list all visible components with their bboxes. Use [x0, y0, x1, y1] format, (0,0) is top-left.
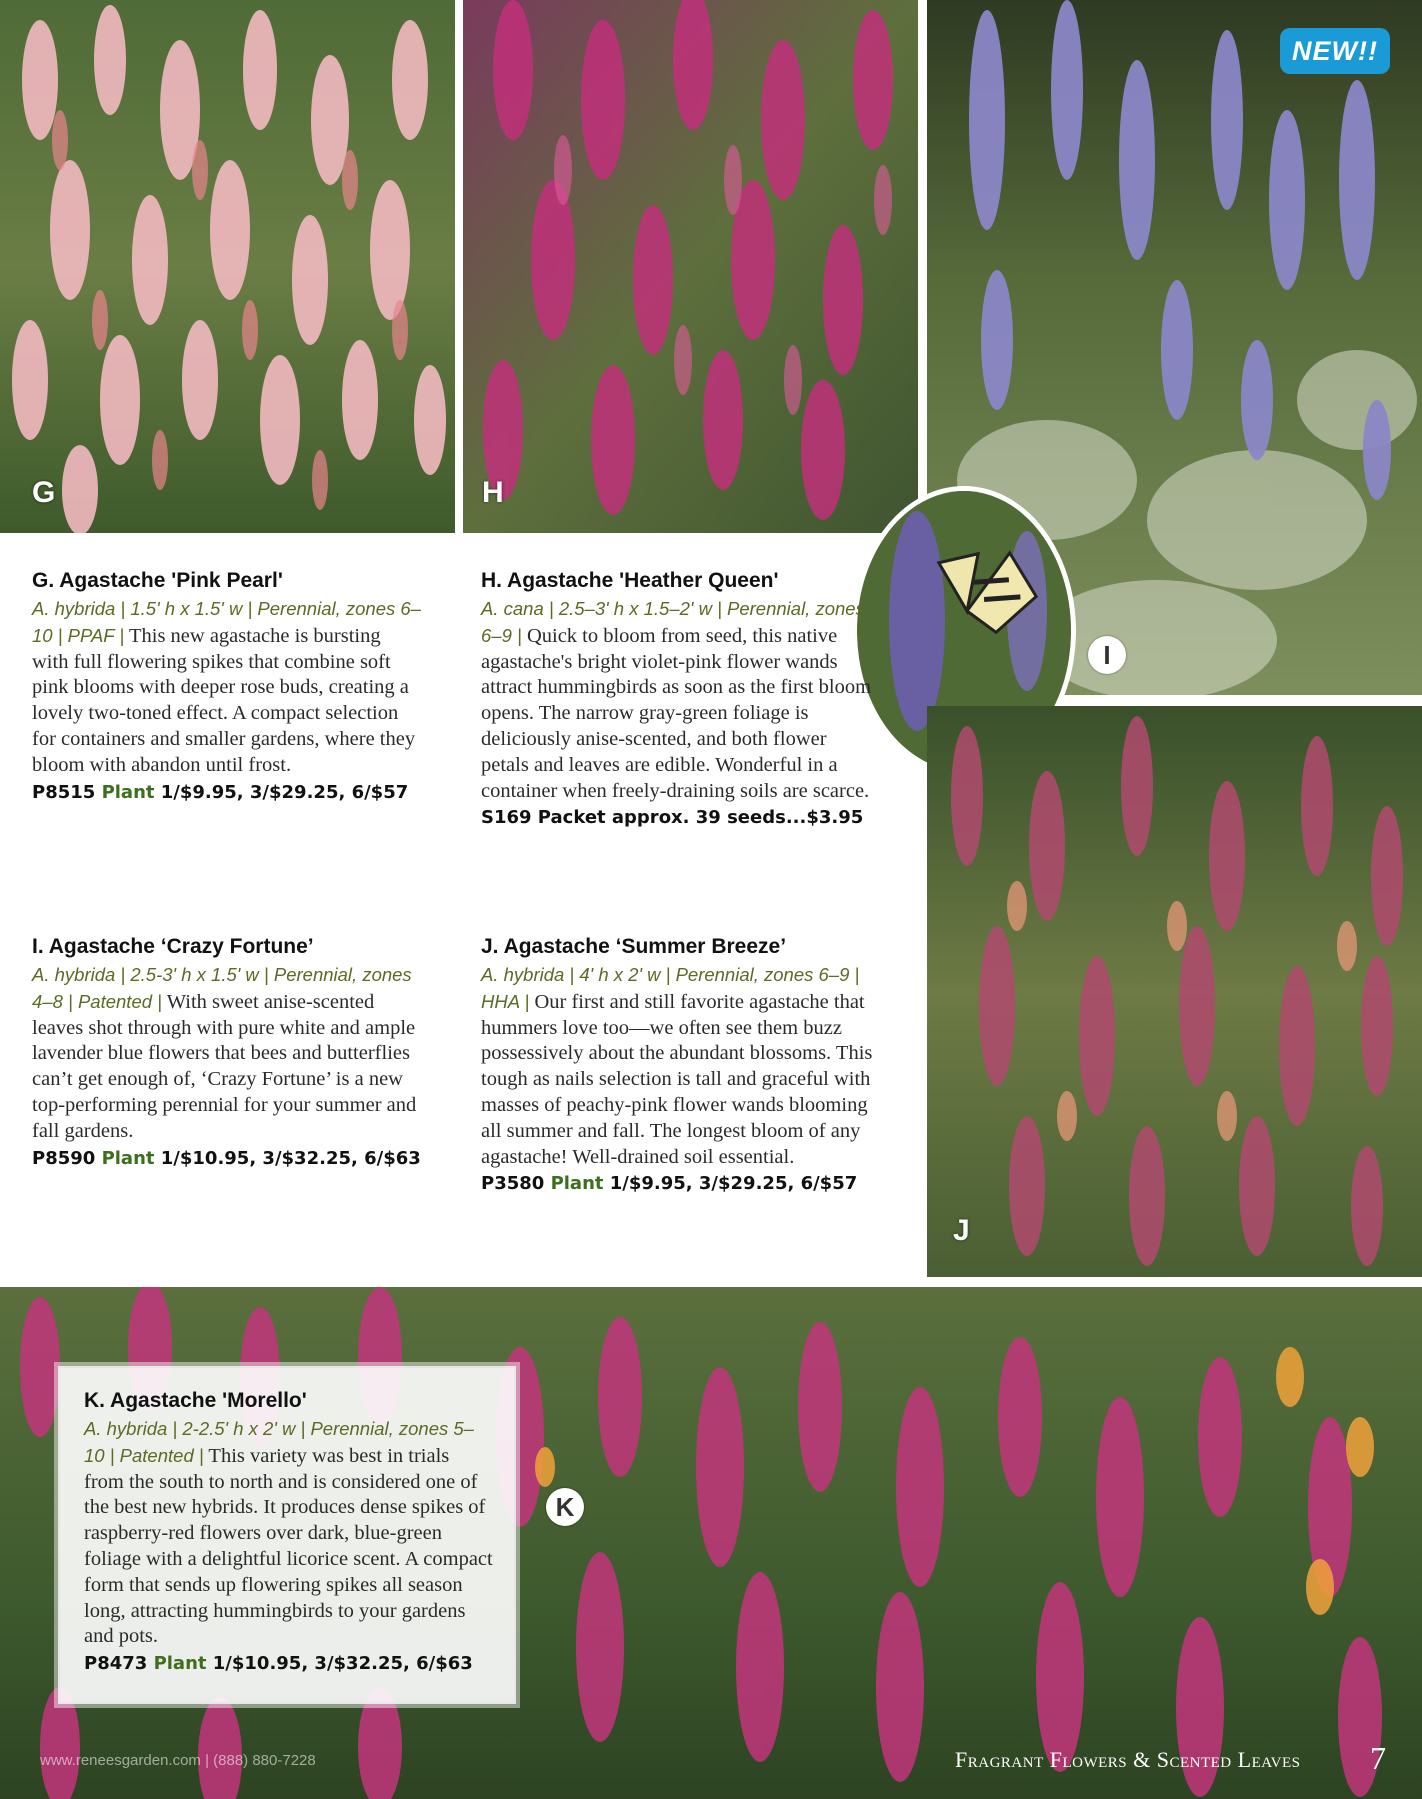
new-badge: NEW!!	[1280, 28, 1390, 74]
product-title: J. Agastache ‘Summer Breeze’	[481, 935, 787, 958]
product-entry-morello	[84, 1388, 494, 1677]
product-meta: A. hybrida | 1.5' h x 1.5' w | Perennial, zones 6–10 | PPAF |	[32, 598, 421, 646]
product-code: P3580	[481, 1173, 551, 1195]
product-price: S169 Packet approx. 39 seeds...$3.95	[481, 807, 864, 829]
product-description: This variety was best in trials from the south to north and is considered one of the best new hybrids. It produces dense spikes of raspberry-red flowers over dark, blue-green foliage with a delightful licorice scent. A compact form that sends up flowering spikes all season long, attracting hummingbirds to your gardens and pots.	[84, 1444, 493, 1648]
photo-pink-pearl	[0, 0, 455, 533]
product-kind: Plant	[101, 1147, 155, 1169]
product-title: H. Agastache 'Heather Queen'	[481, 569, 779, 592]
product-prices: 1/$9.95, 3/$29.25, 6/$57	[603, 1173, 858, 1195]
photo-letter-h: H	[482, 476, 504, 509]
product-price	[32, 780, 422, 806]
product-kind: Plant	[153, 1653, 207, 1675]
product-entry-heather-queen	[481, 568, 871, 831]
product-meta: A. hybrida | 2.5-3' h x 1.5' w | Perennial, zones 4–8 | Patented |	[32, 964, 412, 1012]
photo-heather-queen	[463, 0, 918, 533]
product-price	[481, 1171, 881, 1197]
product-entry-crazy-fortune	[32, 934, 422, 1172]
product-prices: 1/$9.95, 3/$29.25, 6/$57	[154, 781, 409, 803]
product-code: P8590	[32, 1147, 102, 1169]
product-title: K. Agastache 'Morello'	[84, 1389, 307, 1412]
product-meta: A. hybrida | 2-2.5' h x 2' w | Perennial, zones 5–10 | Patented |	[84, 1418, 474, 1466]
product-description: Quick to bloom from seed, this native agastache's bright violet-pink flower wands attract hummingbirds as soon as the first bloom opens. The narrow gray-green foliage is deliciously anise-scented, and both flower petals and leaves are edible. Wonderful in a container when freely-draining soils are scarce.	[481, 624, 872, 802]
product-price	[84, 1651, 494, 1677]
product-kind: Plant	[101, 781, 155, 803]
product-prices: 1/$10.95, 3/$32.25, 6/$63	[154, 1147, 421, 1169]
product-title: G. Agastache 'Pink Pearl'	[32, 569, 283, 592]
product-code: P8473	[84, 1653, 154, 1675]
product-entry-summer-breeze	[481, 934, 881, 1197]
product-code: P8515	[32, 781, 102, 803]
footer-section-title: Fragrant Flowers & Scented Leaves	[955, 1747, 1301, 1772]
product-description: This new agastache is bursting with full flowering spikes that combine soft pink blooms with deeper rose buds, creating a lovely two-toned effect. A compact selection for containers and smaller gardens, where they bloom with abandon until frost.	[32, 624, 416, 776]
product-prices: 1/$10.95, 3/$32.25, 6/$63	[206, 1653, 473, 1675]
photo-letter-j: J	[953, 1214, 970, 1247]
product-kind: Plant	[550, 1173, 604, 1195]
footer-contact: www.reneesgarden.com | (888) 880-7228	[40, 1752, 316, 1769]
product-description: Our first and still favorite agastache that hummers love too—we often see them buzz possessively about the abundant blossoms. This tough as nails selection is tall and graceful with masses of peachy-pink flower wands blooming all summer and fall. The longest bloom of any agastache! Well-drained soil essential.	[481, 990, 873, 1168]
photo-letter-g: G	[32, 476, 56, 509]
product-title: I. Agastache ‘Crazy Fortune’	[32, 935, 314, 958]
photo-letter-i: I	[1088, 636, 1126, 674]
product-price	[32, 1146, 422, 1172]
page-number: 7	[1370, 1740, 1386, 1776]
product-entry-pink-pearl	[32, 568, 422, 806]
product-meta: A. cana | 2.5–3' h x 1.5–2' w | Perennial, zones 6–9 |	[481, 598, 865, 646]
product-meta: A. hybrida | 4' h x 2' w | Perennial, zones 6–9 | HHA |	[481, 964, 860, 1012]
photo-summer-breeze	[927, 706, 1422, 1277]
photo-letter-k: K	[546, 1488, 584, 1526]
product-description: With sweet anise-scented leaves shot through with pure white and ample lavender blue flowers that bees and butterflies can’t get enough of, ‘Crazy Fortune’ is a new top-performing perennial for your summer and fall gardens.	[32, 990, 417, 1142]
